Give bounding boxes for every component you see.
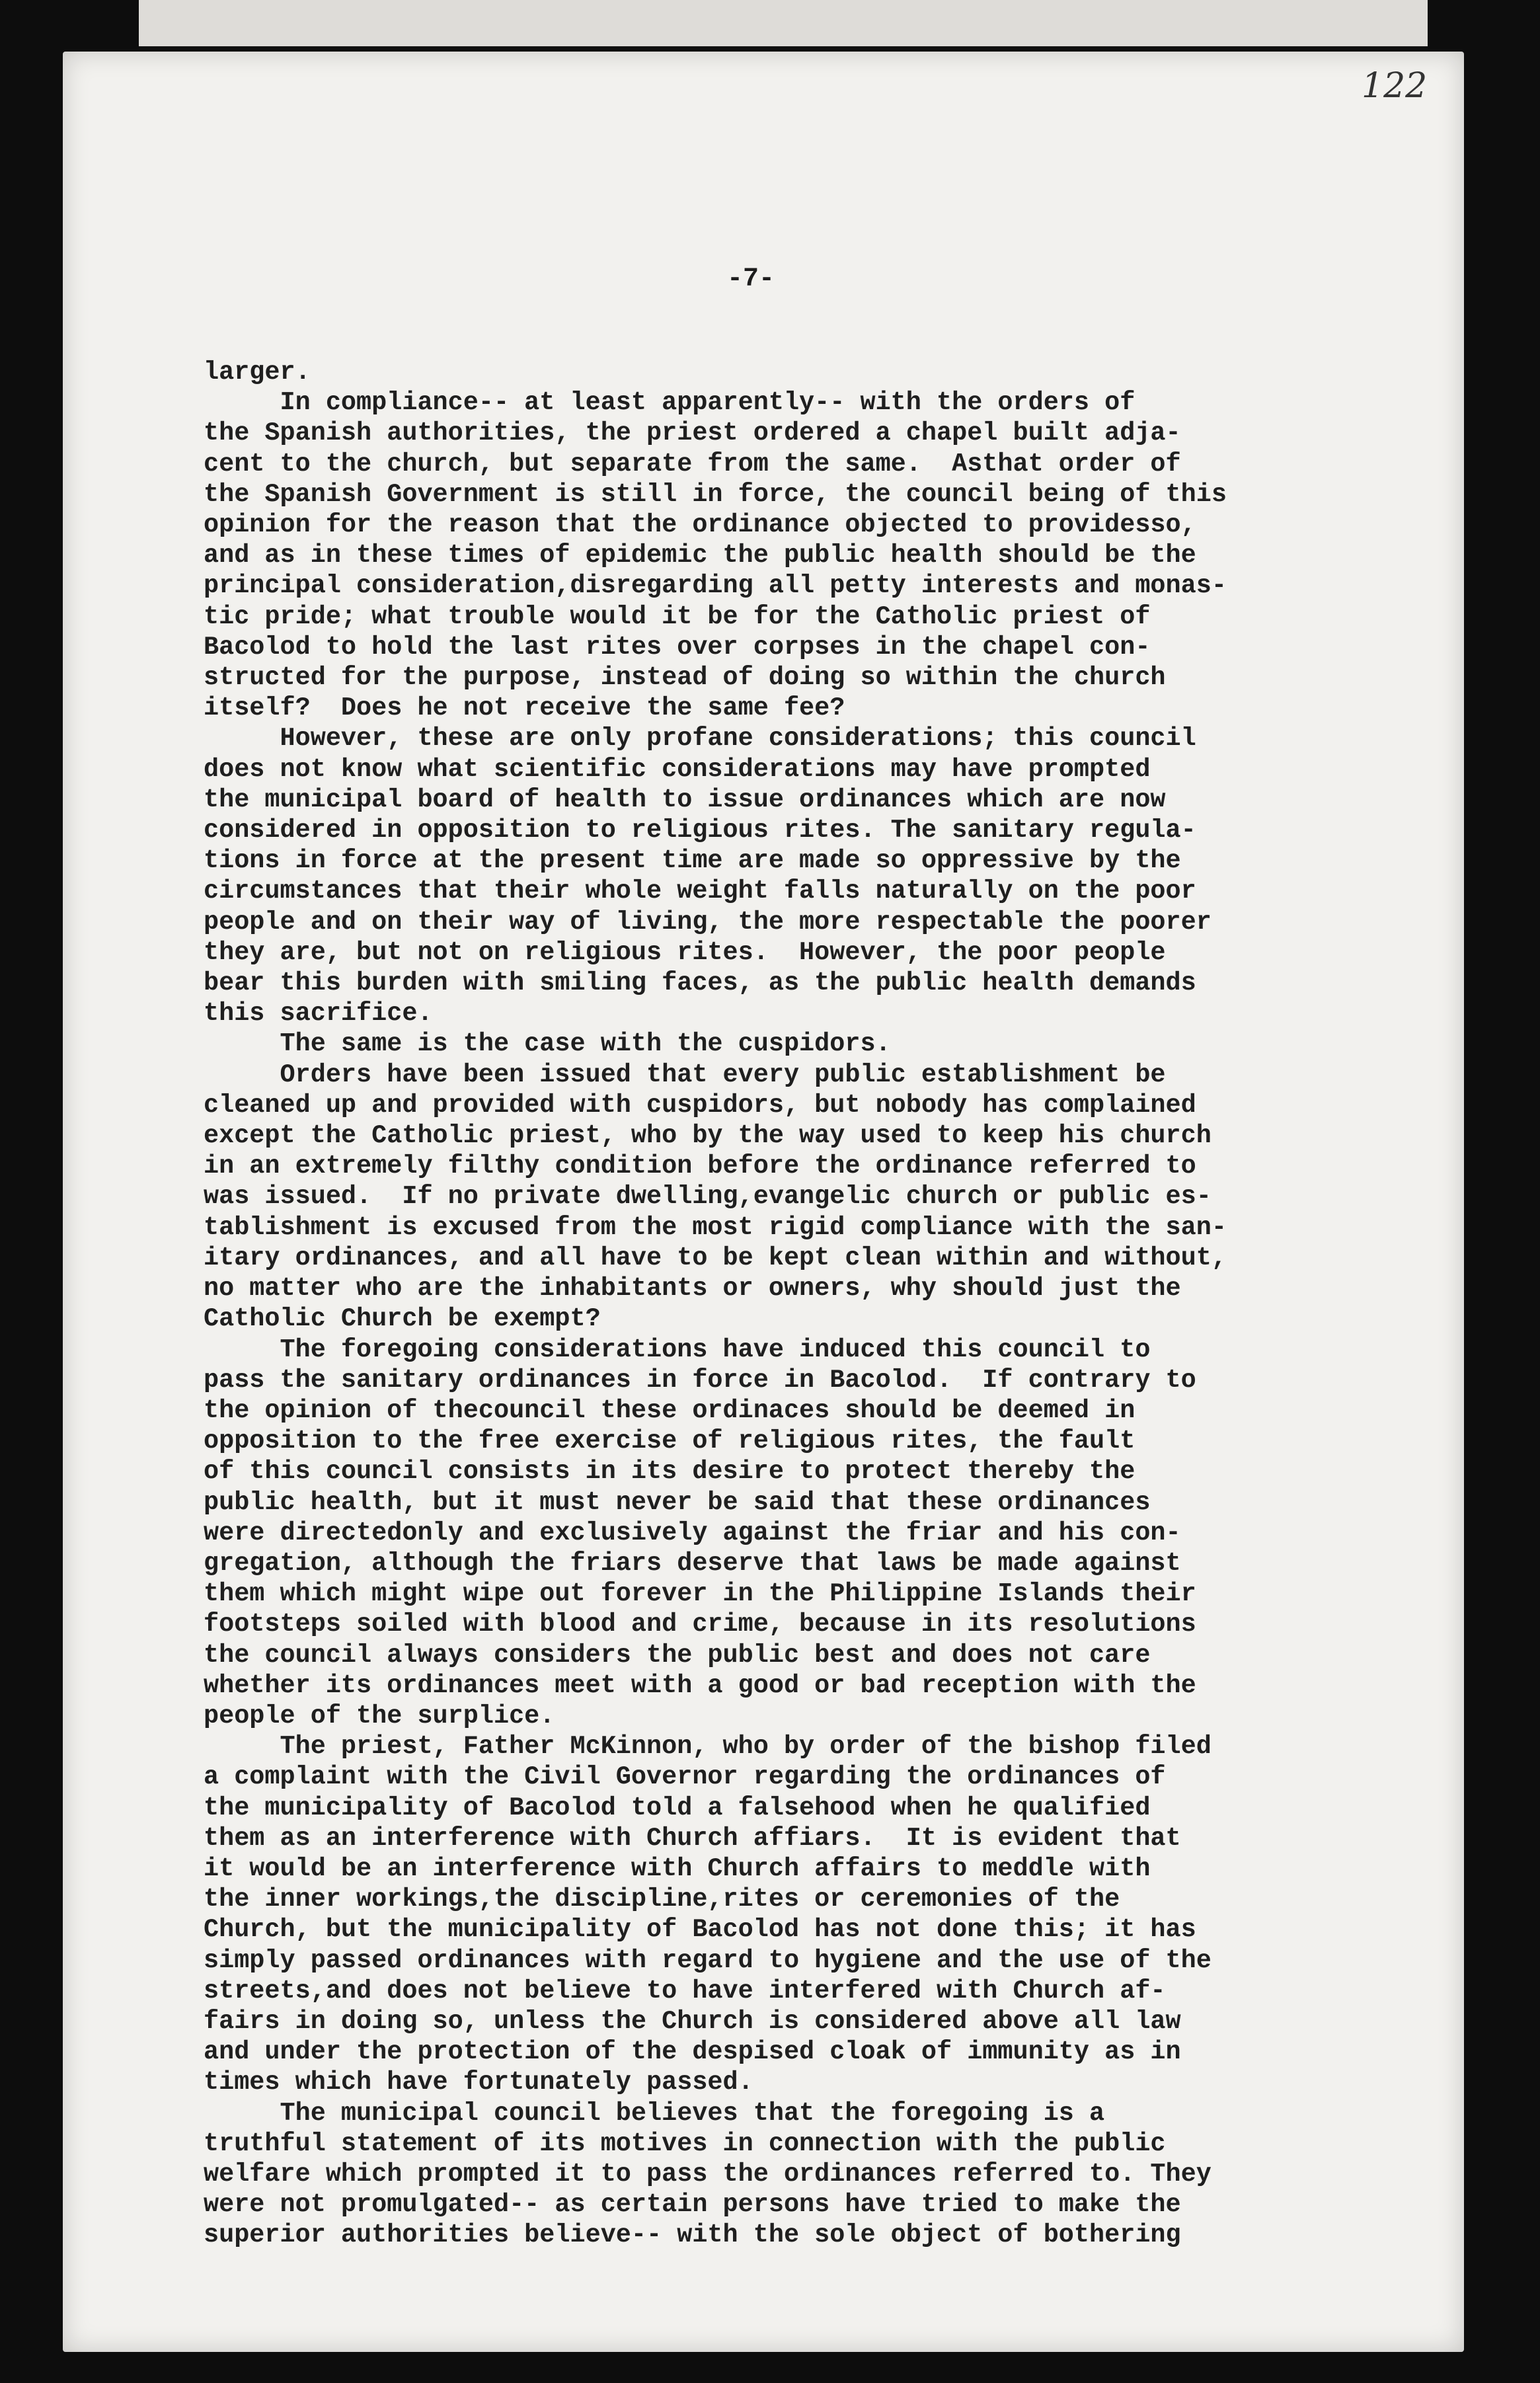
text-line: cleaned up and provided with cuspidors, but nobody has complained	[204, 1090, 1196, 1120]
text-line: Bacolod to hold the last rites over corpses in the chapel con-	[204, 632, 1151, 662]
text-line: no matter who are the inhabitants or owners, why should just the	[204, 1274, 1181, 1304]
text-line: people and on their way of living, the more respectable the poorer	[204, 907, 1212, 937]
text-line: were directedonly and exclusively against the friar and his con-	[204, 1518, 1181, 1547]
scan-top-edge	[139, 0, 1428, 48]
text-line: structed for the purpose, instead of doing so within the church	[204, 663, 1166, 693]
text-line: does not know what scientific considerations may have prompted	[204, 754, 1151, 784]
text-line: The municipal council believes that the foregoing is a	[204, 2098, 1105, 2128]
text-line: considered in opposition to religious rites. The sanitary regula-	[204, 816, 1196, 845]
text-line: tions in force at the present time are made so oppressive by the	[204, 846, 1181, 876]
text-line: superior authorities believe-- with the sole object of bothering	[204, 2220, 1181, 2250]
text-line: footsteps soiled with blood and crime, because in its resolutions	[204, 1610, 1196, 1639]
text-line: except the Catholic priest, who by the way used to keep his church	[204, 1121, 1212, 1151]
text-line: bear this burden with smiling faces, as the public health demands	[204, 968, 1196, 998]
text-line: was issued. If no private dwelling,evangelic church or public es-	[204, 1182, 1212, 1212]
text-line: itary ordinances, and all have to be kept clean within and without,	[204, 1243, 1227, 1272]
text-line: and under the protection of the despised cloak of immunity as in	[204, 2037, 1181, 2067]
text-line: it would be an interference with Church affairs to meddle with	[204, 1854, 1151, 1883]
text-line: this sacrifice.	[204, 999, 433, 1029]
text-line: the council always considers the public best and does not care	[204, 1640, 1151, 1670]
text-line: gregation, although the friars deserve that laws be made against	[204, 1548, 1181, 1578]
text-line: However, these are only profane considerations; this council	[204, 724, 1196, 754]
text-line: the municipality of Bacolod told a falsehood when he qualified	[204, 1793, 1151, 1822]
text-line: cent to the church, but separate from the same. Asthat order of	[204, 449, 1181, 479]
text-line: were not promulgated-- as certain persons have tried to make the	[204, 2190, 1181, 2220]
text-line: the opinion of thecouncil these ordinaces should be deemed in	[204, 1395, 1136, 1425]
text-line: of this council consists in its desire to protect thereby the	[204, 1457, 1136, 1487]
text-line: tic pride; what trouble would it be for the Catholic priest of	[204, 602, 1151, 631]
text-line: the inner workings,the discipline,rites or ceremonies of the	[204, 1885, 1120, 1914]
text-line: principal consideration,disregarding all petty interests and monas-	[204, 571, 1227, 601]
text-line: and as in these times of epidemic the public health should be the	[204, 541, 1196, 570]
text-line: pass the sanitary ordinances in force in Bacolod. If contrary to	[204, 1365, 1196, 1395]
text-line: whether its ordinances meet with a good or bad reception with the	[204, 1670, 1196, 1700]
text-line: they are, but not on religious rites. However, the poor people	[204, 937, 1166, 967]
text-line: The same is the case with the cuspidors.	[204, 1029, 891, 1059]
text-line: circumstances that their whole weight falls naturally on the poor	[204, 877, 1196, 906]
text-line: the Spanish Government is still in force, the council being of this	[204, 479, 1227, 509]
text-line: welfare which prompted it to pass the ordinances referred to. They	[204, 2159, 1212, 2189]
text-line: the Spanish authorities, the priest ordered a chapel built adja-	[204, 418, 1181, 448]
text-line: them as an interference with Church affiars. It is evident that	[204, 1823, 1181, 1853]
text-line: tablishment is excused from the most rigid compliance with the san-	[204, 1212, 1227, 1242]
text-line: fairs in doing so, unless the Church is considered above all law	[204, 2006, 1181, 2036]
text-line: them which might wipe out forever in the Philippine Islands their	[204, 1579, 1196, 1609]
text-line: a complaint with the Civil Governor regarding the ordinances of	[204, 1762, 1166, 1792]
text-line: streets,and does not believe to have interfered with Church af-	[204, 1976, 1166, 2006]
text-line: opinion for the reason that the ordinance objected to providesso,	[204, 510, 1196, 540]
page-number: -7-	[727, 264, 775, 294]
text-line: Orders have been issued that every public establishment be	[204, 1060, 1166, 1089]
document-body	[204, 357, 1433, 2251]
text-line: The priest, Father McKinnon, who by order of the bishop filed	[204, 1732, 1212, 1762]
text-line: Church, but the municipality of Bacolod has not done this; it has	[204, 1915, 1196, 1945]
text-line: people of the surplice.	[204, 1701, 555, 1731]
text-line: simply passed ordinances with regard to hygiene and the use of the	[204, 1945, 1212, 1975]
text-line: In compliance-- at least apparently-- with the orders of	[204, 388, 1136, 418]
text-line: opposition to the free exercise of religious rites, the fault	[204, 1426, 1136, 1456]
text-line: in an extremely filthy condition before the ordinance referred to	[204, 1152, 1196, 1181]
text-line: larger.	[204, 358, 311, 387]
page-stamp: 122	[1362, 66, 1428, 106]
text-line: itself? Does he not receive the same fee?	[204, 693, 845, 723]
text-line: truthful statement of its motives in connection with the public	[204, 2129, 1166, 2158]
text-line: Catholic Church be exempt?	[204, 1304, 601, 1334]
text-line: the municipal board of health to issue ordinances which are now	[204, 785, 1166, 814]
text-line: The foregoing considerations have induced this council to	[204, 1335, 1151, 1364]
text-line: public health, but it must never be said that these ordinances	[204, 1487, 1151, 1517]
text-line: times which have fortunately passed.	[204, 2068, 753, 2097]
